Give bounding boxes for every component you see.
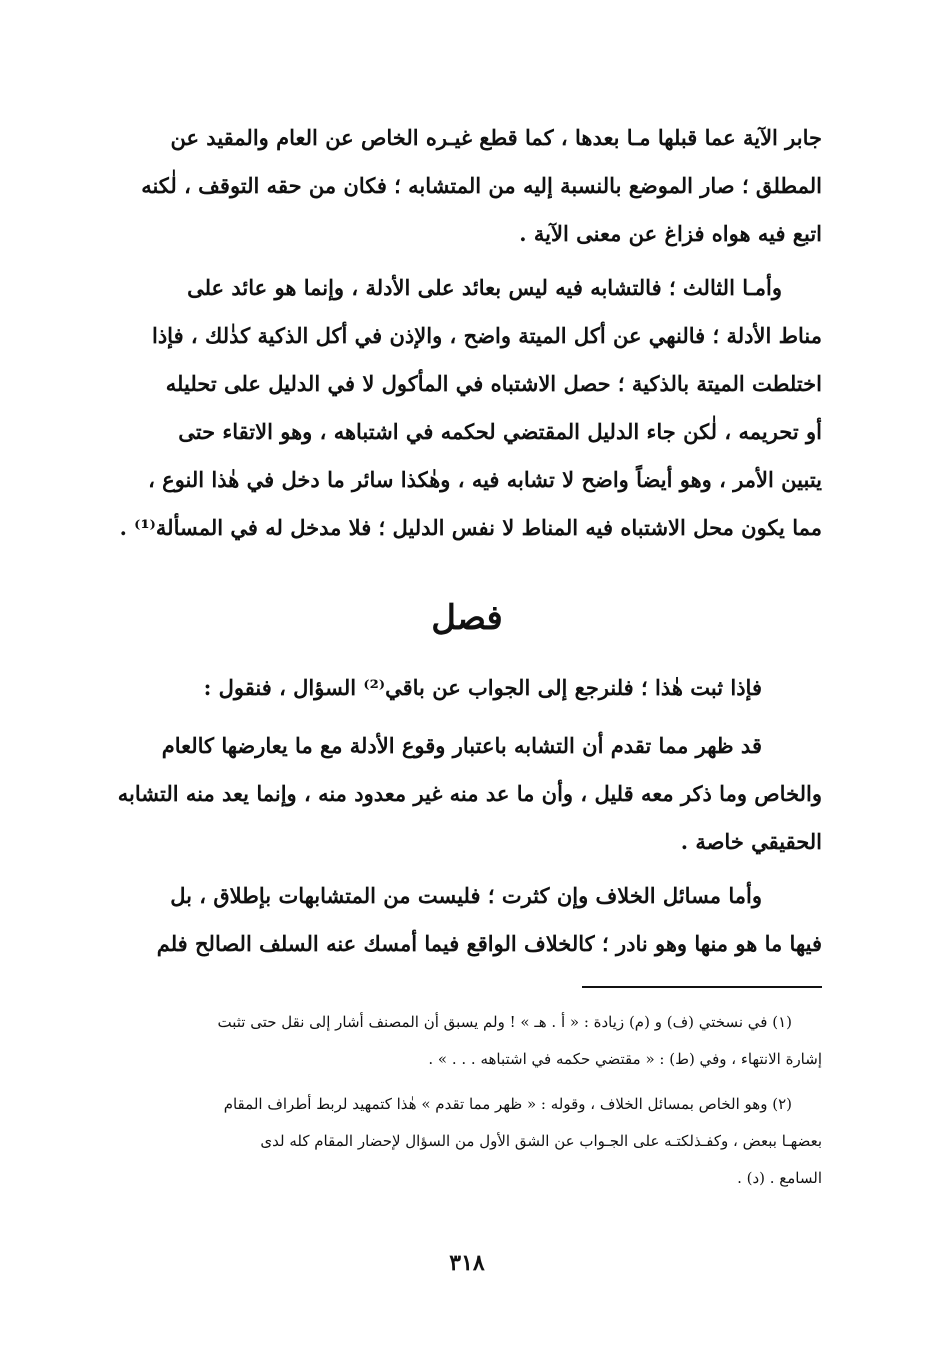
- paragraph-1: [100, 114, 822, 258]
- paragraph-lead: وأمـا الثالث ؛: [668, 275, 782, 300]
- text-line: مما يكون محل الاشتباه فيه المناط لا نفس الدليل ؛ فلا مدخل له في المسألة⁽¹⁾ .: [119, 515, 822, 540]
- footnote-separator: [582, 986, 822, 988]
- footnote-line: بعضهـا ببعض ، وكفـذلكتـه على الجـواب عن الشق الأول من السؤال لإحضار المقام كله لدى: [260, 1132, 822, 1150]
- footnote-line: إشارة الانتهاء ، وفي (ط) : « مقتضي حكمه في اشتباهه . . . » .: [428, 1050, 822, 1068]
- text-line: [100, 264, 822, 312]
- text-span: فالتشابه فيه ليس بعائد على الأدلة ، وإنما هو عائد على: [187, 275, 669, 300]
- paragraph-4: [100, 722, 822, 866]
- text-line: المطلق ؛ صار الموضع بالنسبة إليه من المتشابه ؛ فكان من حقه التوقف ، لٰكنه: [141, 173, 822, 198]
- text-line: وأما مسائل الخلاف وإن كثرت ؛ فليست من المتشابهات بإطلاق ، بل: [170, 883, 762, 908]
- paragraph-2: [100, 264, 822, 552]
- text-line: مناط الأدلة ؛ فالنهي عن أكل الميتة واضح ، والإذن في أكل الذكية كذٰلك ، فإذا: [152, 323, 822, 348]
- text-line: أو تحريمه ، لٰكن جاء الدليل المقتضي لحكمه في اشتباهه ، وهو الاتقاء حتى: [178, 419, 822, 444]
- footnote-line: السامع . (د) .: [737, 1169, 822, 1187]
- text-line: الحقيقي خاصة .: [680, 829, 822, 854]
- paragraph-3: [100, 664, 822, 712]
- footnote-line: (١) في نسختي (ف) و (م) زيادة : « أ . هـ » ! ولم يسبق أن المصنف أشار إلى نقل حتى تثبت: [217, 1013, 792, 1031]
- footnote-line: (٢) وهو الخاص بمسائل الخلاف ، وقوله : « ظهر مما تقدم » هٰذا كتمهيد لربط أطراف المقام: [223, 1095, 792, 1113]
- text-line: فيها ما هو منها وهو نادر ؛ كالخلاف الواقع فيما أمسك عنه السلف الصالح فلم: [156, 931, 822, 956]
- text-line: اتبع فيه هواه فزاغ عن معنى الآية .: [519, 221, 822, 246]
- text-line: قد ظهر مما تقدم أن التشابه باعتبار وقوع الأدلة مع ما يعارضها كالعام: [161, 733, 762, 758]
- text-line: اختلطت الميتة بالذكية ؛ حصل الاشتباه في المأكول لا في الدليل على تحليله: [165, 371, 822, 396]
- text-line: والخاص وما ذكر معه قليل ، وأن ما عد منه غير معدود منه ، وإنما يعد منه التشابه: [117, 781, 822, 806]
- text-line: جابر الآية عما قبلها مـا بعدها ، كما قطع غيـره الخاص عن العام والمقيد عن: [170, 125, 822, 150]
- text-line: فإذا ثبت هٰذا ؛ فلنرجع إلى الجواب عن باقي⁽²⁾ السؤال ، فنقول :: [203, 675, 762, 700]
- section-heading: فصل: [431, 598, 503, 638]
- footnote-2: [100, 1086, 822, 1197]
- text-line: يتبين الأمر ، وهو أيضاً واضح لا تشابه فيه ، وهٰكذا سائر ما دخل في هٰذا النوع ،: [148, 467, 822, 492]
- paragraph-5: [100, 872, 822, 968]
- footnote-1: [100, 1004, 822, 1078]
- page-number: ٣١٨: [449, 1250, 485, 1276]
